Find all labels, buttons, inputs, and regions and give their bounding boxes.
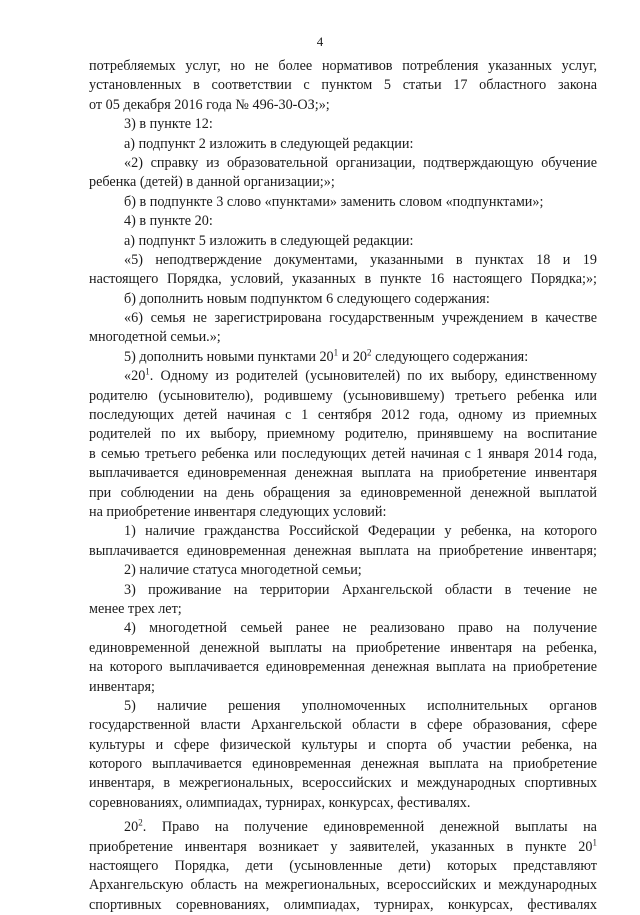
superscript: 2 [367,347,372,358]
text-run: при соблюдении на день обращения за единовременной денежной выплатой [89,484,597,501]
text-line [89,755,597,774]
text-line [89,212,597,231]
text-run: менее трех лет; [89,600,182,617]
text-run: родителю (усыновителю), родившему (усыновившему) третьего ребенка или [89,387,597,404]
text-run: 2) наличие статуса многодетной семьи; [124,562,362,579]
text-run: последующих детей начиная с 1 сентября 2012 года, одному из приемных [89,407,597,424]
text-run: от 05 декабря 2016 года № 496-30-ОЗ;»; [89,96,330,113]
text-run: «20 [124,368,146,385]
text-run: соревнованиях, олимпиадах, турнирах, конкурсах, фестивалях. [89,794,471,811]
text-line [89,561,597,580]
text-line [89,445,597,464]
text-run: спортивных соревнованиях, олимпиадах, турнирах, конкурсах, фестивалях [89,896,597,913]
text-run: 5) дополнить новыми пунктами 20 [124,348,334,365]
text-line [89,154,597,173]
superscript: 1 [333,347,339,358]
superscript: 1 [145,366,150,377]
document-body [89,57,597,915]
text-line [89,818,597,837]
text-run: установленных в соответствии с пунктом 5 статьи 17 областного закона [89,77,597,94]
text-line [89,270,597,289]
text-run: инвентаря; [89,678,155,695]
text-line [89,115,597,134]
text-line [89,857,597,876]
text-line [89,838,597,857]
text-run: настоящего Порядка, дети (усыновленные дети) которых представляют [89,858,597,875]
text-line [89,406,597,425]
text-run: государственной власти Архангельской области в сфере образования, сфере [89,717,597,734]
text-line [89,484,597,503]
text-run: а) подпункт 2 изложить в следующей редакции: [124,135,414,152]
text-line [89,678,597,697]
text-line [89,876,597,895]
text-line [89,193,597,212]
text-run: . Одному из родителей (усыновителей) по их выбору, единственному [149,368,597,385]
text-run: и 20 [338,348,368,365]
text-line [89,76,597,95]
text-run: родителей по их выбору, приемному родителю, принявшему на воспитание [89,426,597,443]
text-line [89,290,597,309]
text-line [89,522,597,541]
text-line [89,328,597,347]
text-line [89,173,597,192]
text-run: многодетной семьи.»; [89,329,221,346]
text-line [89,639,597,658]
text-run: б) дополнить новым подпунктом 6 следующего содержания: [124,290,490,307]
text-run: единовременной денежной выплаты на приобретение инвентаря на ребенка, [89,639,597,656]
text-run: «6) семья не зарегистрирована государственным учреждением в качестве [124,310,597,327]
text-run: б) в подпункте 3 слово «пунктами» заменить словом «подпунктами»; [124,193,544,210]
text-line [89,774,597,793]
text-line [89,425,597,444]
superscript: 2 [138,817,143,828]
text-run: 5) наличие решения уполномоченных исполнительных органов [124,697,597,714]
text-run: 4) многодетной семьей ранее не реализовано право на получение [124,620,597,637]
text-run: следующего содержания: [371,348,529,365]
text-run: «5) неподтверждение документами, указанными в пунктах 18 и 19 [124,251,597,268]
text-run: в семью третьего ребенка или последующих детей начиная с 1 января 2014 года, [89,445,597,462]
text-run: потребляемых услуг, но не более нормативов потребления указанных услуг, [89,58,597,74]
text-line [89,697,597,716]
page-number: 4 [316,34,324,49]
text-run: 3) в пункте 12: [124,116,213,133]
text-run: 1) наличие гражданства Российской Федерации у ребенка, на которого [124,523,597,540]
text-run: инвентаря, в межрегиональных, всероссийских и международных спортивных [89,775,597,792]
text-run: Архангельскую область на межрегиональных, всероссийских и международных [89,877,597,894]
text-line [89,57,597,76]
text-line [89,658,597,677]
text-line [89,581,597,600]
text-line [89,135,597,154]
text-run: ребенка (детей) в данной организации;»; [89,174,335,191]
text-run: на приобретение инвентаря следующих условий: [89,503,387,520]
text-run: 4) в пункте 20: [124,213,213,230]
text-line [89,736,597,755]
text-run: приобретение инвентаря возникает у заявителей, указанных в пункте 20 [89,838,593,855]
text-line [89,794,597,813]
text-line [89,387,597,406]
text-line [89,348,597,367]
text-run: на которого выплачивается единовременная денежная выплата на приобретение [89,659,597,676]
text-run: «2) справку из образовательной организации, подтверждающую обучение [124,154,597,171]
text-line [89,251,597,270]
text-run: выплачивается единовременная денежная выплата на приобретение инвентаря; [89,542,597,559]
text-line [89,896,597,915]
text-run: культуры и сфере физической культуры и спорта об участии ребенка, на [89,736,597,753]
text-line [89,232,597,251]
text-line [89,96,597,115]
text-run: 20 [124,819,139,836]
text-run: выплачивается единовременная денежная выплата на приобретение инвентаря [89,465,597,482]
text-line [89,503,597,522]
text-line [89,542,597,561]
text-run: . Право на получение единовременной денежной выплаты на [142,819,597,836]
text-run: настоящего Порядка, условий, указанных в пункте 16 настоящего Порядка;»; [89,271,597,288]
text-line [89,309,597,328]
text-line [89,600,597,619]
superscript: 1 [592,836,597,847]
text-line [89,464,597,483]
text-line [89,367,597,386]
text-run: которого выплачивается единовременная денежная выплата на приобретение [89,756,597,773]
text-line [89,619,597,638]
text-line [89,716,597,735]
text-run: 3) проживание на территории Архангельской области в течение не [124,581,597,598]
text-run: а) подпункт 5 изложить в следующей редакции: [124,232,414,249]
